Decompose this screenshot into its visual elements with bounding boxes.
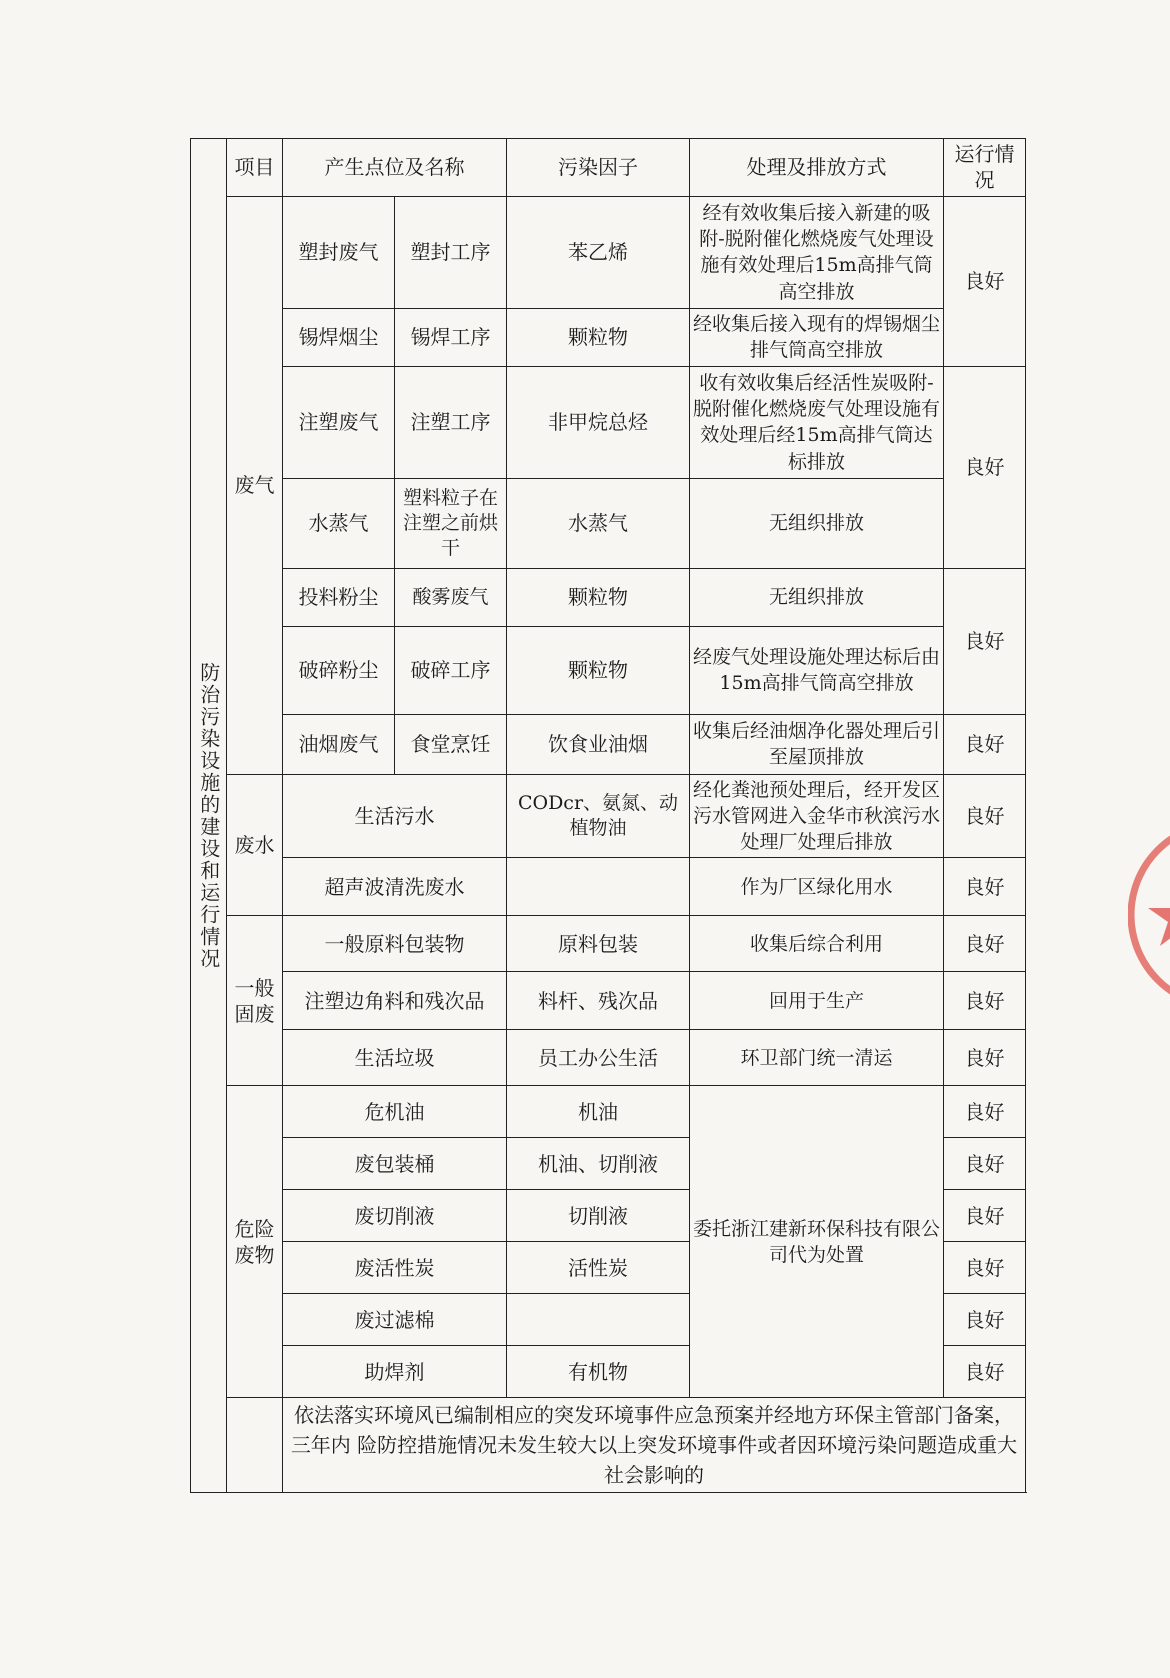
source-name: 危机油 bbox=[283, 1086, 507, 1138]
source-name: 注塑废气 bbox=[283, 366, 395, 478]
source-name: 生活垃圾 bbox=[283, 1030, 507, 1086]
table-row bbox=[191, 774, 1026, 858]
source-name: 废切削液 bbox=[283, 1190, 507, 1242]
source-name: 助焊剂 bbox=[283, 1346, 507, 1398]
footer-row bbox=[191, 1398, 1026, 1493]
status-cell: 良好 bbox=[944, 714, 1026, 774]
pollution-factor: 水蒸气 bbox=[507, 478, 690, 568]
source-name: 塑封废气 bbox=[283, 196, 395, 308]
source-name: 生活污水 bbox=[283, 774, 507, 858]
treatment-method: 经废气处理设施处理达标后由15m高排气筒高空排放 bbox=[690, 626, 944, 714]
company-seal bbox=[1128, 790, 1170, 1040]
pollution-factor: 机油、切削液 bbox=[507, 1138, 690, 1190]
treatment-method: 无组织排放 bbox=[690, 568, 944, 626]
header-project: 项目 bbox=[227, 139, 283, 197]
pollution-factor: 有机物 bbox=[507, 1346, 690, 1398]
pollution-factor: 机油 bbox=[507, 1086, 690, 1138]
category-waste-water: 废水 bbox=[227, 774, 283, 916]
table-row bbox=[191, 1086, 1026, 1138]
table-row bbox=[191, 1030, 1026, 1086]
treatment-method: 经收集后接入现有的焊锡烟尘排气筒高空排放 bbox=[690, 308, 944, 366]
hazardous-treatment-method: 委托浙江建新环保科技有限公司代为处置 bbox=[690, 1086, 944, 1398]
table-row bbox=[191, 308, 1026, 366]
pollution-facilities-table bbox=[190, 138, 1026, 1493]
source-process: 破碎工序 bbox=[395, 626, 507, 714]
pollution-factor: 原料包装 bbox=[507, 916, 690, 972]
seal-stamp-graphic bbox=[1128, 790, 1170, 1040]
source-process: 塑封工序 bbox=[395, 196, 507, 308]
pollution-factor: 料杆、残次品 bbox=[507, 972, 690, 1030]
source-name: 破碎粉尘 bbox=[283, 626, 395, 714]
table-row bbox=[191, 196, 1026, 308]
header-status: 运行情况 bbox=[944, 139, 1026, 197]
status-cell: 良好 bbox=[944, 1086, 1026, 1138]
source-process: 酸雾废气 bbox=[395, 568, 507, 626]
status-cell: 良好 bbox=[944, 196, 1026, 366]
treatment-method: 经化粪池预处理后，经开发区污水管网进入金华市秋滨污水处理厂处理后排放 bbox=[690, 774, 944, 858]
source-process: 注塑工序 bbox=[395, 366, 507, 478]
pollution-factor bbox=[507, 858, 690, 916]
status-cell: 良好 bbox=[944, 1294, 1026, 1346]
treatment-method: 收有效收集后经活性炭吸附-脱附催化燃烧废气处理设施有效处理后经15m高排气筒达标排放 bbox=[690, 366, 944, 478]
table-row bbox=[191, 568, 1026, 626]
source-name: 废活性炭 bbox=[283, 1242, 507, 1294]
treatment-method: 作为厂区绿化用水 bbox=[690, 858, 944, 916]
treatment-method: 环卫部门统一清运 bbox=[690, 1030, 944, 1086]
pollution-factor: 非甲烷总烃 bbox=[507, 366, 690, 478]
header-factor: 污染因子 bbox=[507, 139, 690, 197]
header-row bbox=[191, 139, 1026, 197]
table-row bbox=[191, 858, 1026, 916]
source-process: 食堂烹饪 bbox=[395, 714, 507, 774]
table-row bbox=[191, 626, 1026, 714]
risk-prevention-text: 依法落实环境风已编制相应的突发环境事件应急预案并经地方环保主管部门备案，三年内 险防控措施情况未发生较大以上突发环境事件或者因环境污染问题造成重大社会影响的 bbox=[283, 1398, 1026, 1493]
source-name: 废过滤棉 bbox=[283, 1294, 507, 1346]
source-name: 超声波清洗废水 bbox=[283, 858, 507, 916]
status-cell: 良好 bbox=[944, 1242, 1026, 1294]
pollution-factor: 颗粒物 bbox=[507, 626, 690, 714]
status-cell: 良好 bbox=[944, 366, 1026, 568]
table-row bbox=[191, 972, 1026, 1030]
section-title: 防治污染设施的建设和运行情况 bbox=[191, 139, 227, 1493]
header-method: 处理及排放方式 bbox=[690, 139, 944, 197]
treatment-method: 经有效收集后接入新建的吸附-脱附催化燃烧废气处理设施有效处理后15m高排气筒高空排放 bbox=[690, 196, 944, 308]
table-row bbox=[191, 916, 1026, 972]
source-name: 注塑边角料和残次品 bbox=[283, 972, 507, 1030]
header-source: 产生点位及名称 bbox=[283, 139, 507, 197]
pollution-factor: 切削液 bbox=[507, 1190, 690, 1242]
seal-star-icon bbox=[1148, 885, 1170, 946]
treatment-method: 收集后综合利用 bbox=[690, 916, 944, 972]
treatment-method: 收集后经油烟净化器处理后引至屋顶排放 bbox=[690, 714, 944, 774]
status-cell: 良好 bbox=[944, 568, 1026, 714]
source-name: 废包装桶 bbox=[283, 1138, 507, 1190]
pollution-factor: 苯乙烯 bbox=[507, 196, 690, 308]
status-cell: 良好 bbox=[944, 1190, 1026, 1242]
table-row bbox=[191, 478, 1026, 568]
pollution-factor: 员工办公生活 bbox=[507, 1030, 690, 1086]
pollution-factor: CODcr、氨氮、动植物油 bbox=[507, 774, 690, 858]
status-cell: 良好 bbox=[944, 774, 1026, 858]
category-hazardous: 危险废物 bbox=[227, 1086, 283, 1398]
pollution-factor: 颗粒物 bbox=[507, 568, 690, 626]
status-cell: 良好 bbox=[944, 1346, 1026, 1398]
status-cell: 良好 bbox=[944, 972, 1026, 1030]
footer-left-cell bbox=[227, 1398, 283, 1493]
status-cell: 良好 bbox=[944, 1030, 1026, 1086]
treatment-method: 无组织排放 bbox=[690, 478, 944, 568]
category-waste-gas: 废气 bbox=[227, 196, 283, 774]
source-name: 水蒸气 bbox=[283, 478, 395, 568]
pollution-factor: 饮食业油烟 bbox=[507, 714, 690, 774]
source-process: 锡焊工序 bbox=[395, 308, 507, 366]
pollution-factor: 活性炭 bbox=[507, 1242, 690, 1294]
source-name: 锡焊烟尘 bbox=[283, 308, 395, 366]
source-name: 一般原料包装物 bbox=[283, 916, 507, 972]
table-row bbox=[191, 366, 1026, 478]
table-row bbox=[191, 714, 1026, 774]
pollution-factor bbox=[507, 1294, 690, 1346]
source-name: 油烟废气 bbox=[283, 714, 395, 774]
status-cell: 良好 bbox=[944, 858, 1026, 916]
treatment-method: 回用于生产 bbox=[690, 972, 944, 1030]
status-cell: 良好 bbox=[944, 1138, 1026, 1190]
category-general-solid: 一般固废 bbox=[227, 916, 283, 1086]
status-cell: 良好 bbox=[944, 916, 1026, 972]
source-name: 投料粉尘 bbox=[283, 568, 395, 626]
pollution-factor: 颗粒物 bbox=[507, 308, 690, 366]
source-process: 塑料粒子在注塑之前烘干 bbox=[395, 478, 507, 568]
